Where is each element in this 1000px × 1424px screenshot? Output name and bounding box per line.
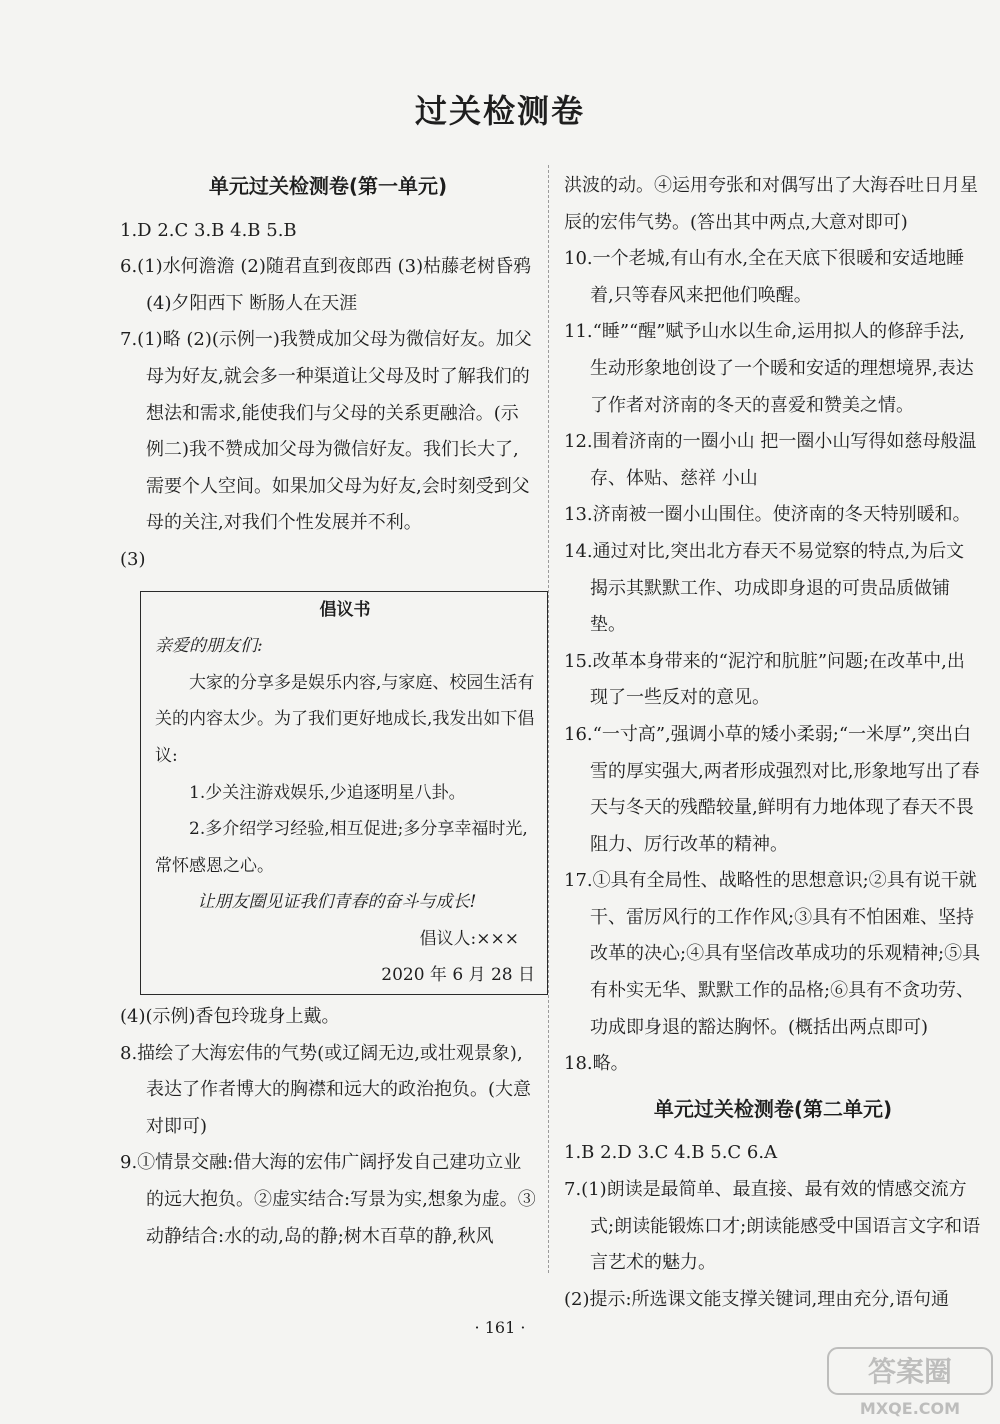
proposal-greeting: 亲爱的朋友们: xyxy=(155,636,263,657)
proposal-date: 2020 年 6 月 28 日 xyxy=(381,965,535,986)
answer-10: 10.一个老城,有山有水,全在天底下很暖和安适地睡着,只等春风来把他们唤醒。 xyxy=(564,248,965,306)
watermark-url: MXQE.COM xyxy=(859,1399,961,1418)
answer-12: 12.围着济南的一圈小山 把一圈小山写得如慈母般温存、体贴、慈祥 小山 xyxy=(564,431,977,489)
answer-6: 6.(1)水何澹澹 (2)随君直到夜郎西 (3)枯藤老树昏鸦 (4)夕阳西下 断肠人在天涯 xyxy=(120,256,532,314)
proposal-paragraph: 大家的分享多是娱乐内容,与家庭、校园生活有关的内容太少。为了我们更好地成长,我发出如下倡议: xyxy=(155,672,535,766)
answer-7: 7.(1)略 (2)(示例一)我赞成加父母为微信好友。加父母为好友,就会多一种渠道让父母及时了解我们的想法和需求,能使我们与父母的关系更融洽。(示例二)我不赞成加父母为微信好友。我们长大了,需要个人空间。如果加父母为好友,会时刻受到父母的关注,对我们个性发展并不利。 xyxy=(120,329,532,534)
left-column xyxy=(120,168,536,1255)
answer-9: 9.①情景交融:借大海的宏伟广阔抒发自己建功立业的远大抱负。②虚实结合:写景为实,想象为虚。③动静结合:水的动,岛的静;树木百草的静,秋风 xyxy=(120,1152,536,1247)
answer-15: 15.改革本身带来的“泥泞和肮脏”问题;在改革中,出现了一些反对的意见。 xyxy=(564,650,965,709)
answer-11: 11.“睡”“醒”赋予山水以生命,运用拟人的修辞手法,生动形象地创设了一个暖和安适的理想境界,表达了作者对济南的冬天的喜爱和赞美之情。 xyxy=(564,321,974,416)
watermark-text: 答案圈 xyxy=(867,1355,953,1388)
answer-7-4: (4)(示例)香包玲珑身上戴。 xyxy=(120,1006,340,1028)
proposal-box xyxy=(140,591,548,996)
answer-8: 8.描绘了大海宏伟的气势(或辽阔无边,或壮观景象),表达了作者博大的胸襟和远大的政治抱负。(大意对即可) xyxy=(120,1042,532,1137)
answer-16: 16.“一寸高”,强调小草的矮小柔弱;“一米厚”,突出白雪的厚实强大,两者形成强烈对比,形象地写出了春天与冬天的残酷较量,鲜明有力地体现了春天不畏阻力、厉行改革的精神。 xyxy=(564,723,980,855)
proposal-signer: 倡议人:××× xyxy=(419,928,519,949)
answer-9-continued: 洪波的动。④运用夸张和对偶写出了大海吞吐日月星辰的宏伟气势。(答出其中两点,大意对即可) xyxy=(564,175,978,233)
answer-u2-7-1: 7.(1)朗读是最简单、最直接、最有效的情感交流方式;朗读能锻炼口才;朗读能感受中国语言文字和语言艺术的魅力。 xyxy=(564,1179,981,1274)
proposal-item-2: 2.多介绍学习经验,相互促进;多分享幸福时光,常怀感恩之心。 xyxy=(155,819,528,876)
section1-title: 单元过关检测卷(第一单元) xyxy=(208,174,448,198)
right-column xyxy=(564,168,982,1318)
answer-18: 18.略。 xyxy=(564,1053,629,1075)
page-title: 过关检测卷 xyxy=(414,92,585,130)
column-divider xyxy=(548,165,549,1273)
answer-17: 17.①具有全局性、战略性的思想意识;②具有说干就干、雷厉风行的工作作风;③具有不怕困难、坚持改革的决心;④具有坚信改革成功的乐观精神;⑤具有朴实无华、默默工作的品格;⑥具有不贪功劳、功成即身退的豁达胸怀。(概括出两点即可) xyxy=(564,870,981,1038)
watermark-logo xyxy=(826,1346,994,1420)
answer-13: 13.济南被一圈小山围住。使济南的冬天特别暖和。 xyxy=(564,504,971,526)
proposal-item-1: 1.少关注游戏娱乐,少追逐明星八卦。 xyxy=(189,782,466,803)
answer-u2-1-6: 1.B 2.D 3.C 4.B 5.C 6.A xyxy=(564,1142,778,1164)
answer-u2-7-2: (2)提示:所选课文能支撑关键词,理由充分,语句通 xyxy=(564,1288,950,1310)
proposal-closing: 让朋友圈见证我们青春的奋斗与成长! xyxy=(197,892,477,913)
answer-1-5: 1.D 2.C 3.B 4.B 5.B xyxy=(120,219,297,241)
answer-14: 14.通过对比,突出北方春天不易觉察的特点,为后文揭示其默默工作、功成即身退的可贵品质做铺垫。 xyxy=(564,540,965,636)
proposal-title: 倡议书 xyxy=(319,599,371,620)
section2-title: 单元过关检测卷(第二单元) xyxy=(653,1096,893,1121)
answer-7-3: (3) xyxy=(120,548,146,570)
page-number: · 161 · xyxy=(474,1318,526,1337)
